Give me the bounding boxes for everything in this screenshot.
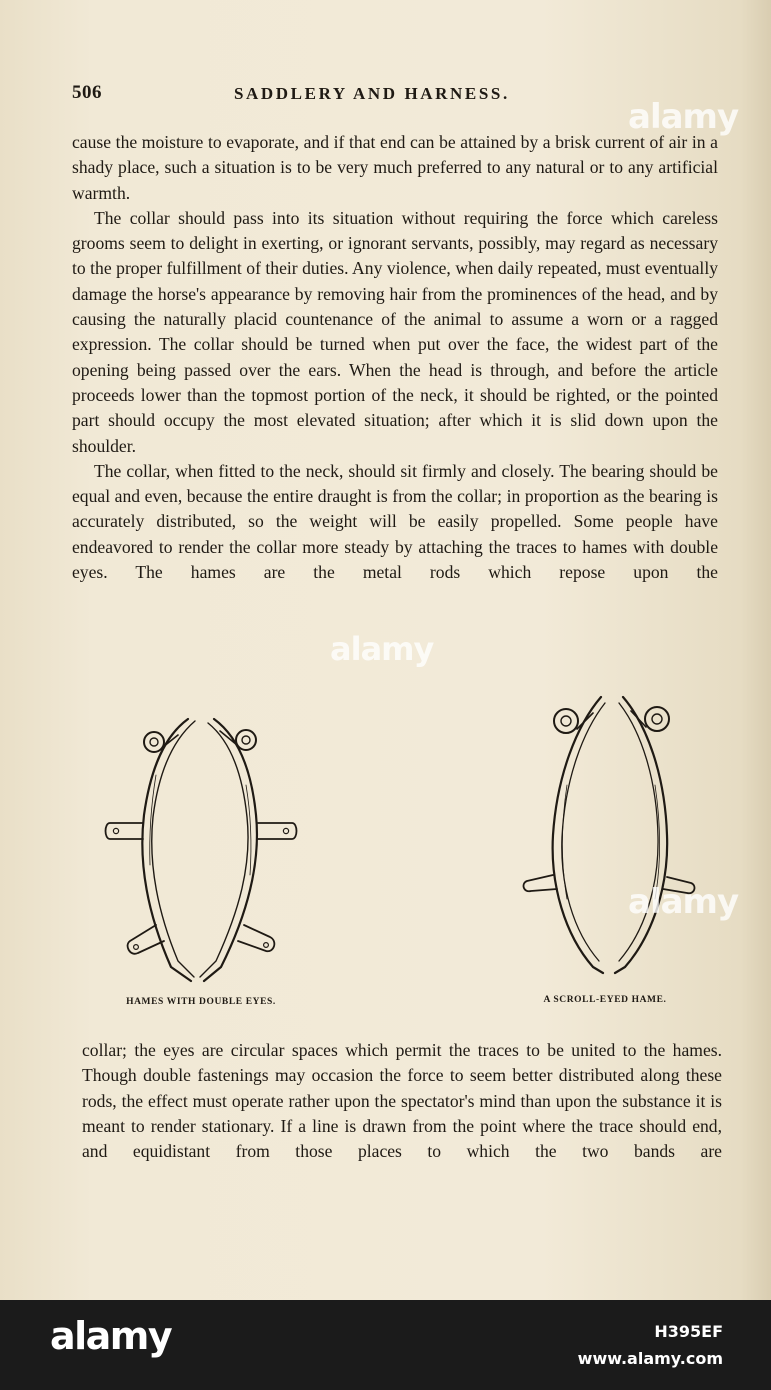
paragraph: cause the moisture to evaporate, and if that end can be attained by a brisk current of air in a shady place, such a situation is to be very much preferred to any natural or to any artificial warmth. [72, 132, 718, 203]
paragraph: The collar, when fitted to the neck, should sit firmly and closely. The bearing should be equal and even, because the entire draught is from the collar; in proportion as the bearing is accurately distributed, so the weight will be easily propelled. Some people have endeavored to render the collar more steady by attaching the traces to hames with double eyes. The hames are the metal rods which repose upon the [72, 460, 718, 583]
watermark: alamy [628, 97, 739, 137]
image-id: H395EF [654, 1322, 723, 1341]
site-url: www.alamy.com [577, 1349, 723, 1368]
paragraph: The collar should pass into its situation without requiring the force which careless grooms seem to delight in exerting, or ignorant servants, possibly, may regard as necessary to the proper fulfillment of their duties. Any violence, when daily repeated, must eventually damage the horse's appearance by removing hair from the prominences of the head, and by causing the naturally placid countenance of the animal to assume a worn or a ragged expression. The collar should be turned when put over the face, the widest part of the opening being passed over the ears. When the head is through, and before the article proceeds lower than the topmost portion of the neck, it should be righted, or the pointed part should occupy the most elevated situation; after which it is slid down upon the shoulder. [72, 207, 718, 456]
page-number: 506 [72, 82, 102, 103]
stock-photo-footer [0, 1300, 771, 1390]
stock-logo: alamy [50, 1314, 172, 1358]
figure-hames-double-eyes [96, 705, 306, 1007]
paragraph: collar; the eyes are circular spaces which permit the traces to be united to the hames. Though double fastenings may occasion the force to seem better distributed along these rods, the effect must operate rather upon the spectator's mind than upon the substance it is meant to render stationary. If a line is drawn from the point where the trace should end, and equidistant from those places to which the two bands are [82, 1040, 722, 1162]
figure-caption-right: A SCROLL-EYED HAME. [543, 995, 667, 1005]
scroll-eyed-hame-illustration [505, 685, 705, 990]
body-text-bottom [82, 1038, 722, 1164]
page-header [72, 82, 722, 110]
running-head: SADDLERY AND HARNESS. [234, 84, 510, 103]
watermark: alamy [628, 882, 739, 922]
hames-double-eyes-illustration [96, 705, 306, 995]
watermark: alamy [330, 630, 434, 668]
figure-caption-left: HAMES WITH DOUBLE EYES. [126, 997, 276, 1007]
figure-scroll-eyed-hame [505, 685, 705, 1005]
body-text-top [72, 130, 718, 585]
